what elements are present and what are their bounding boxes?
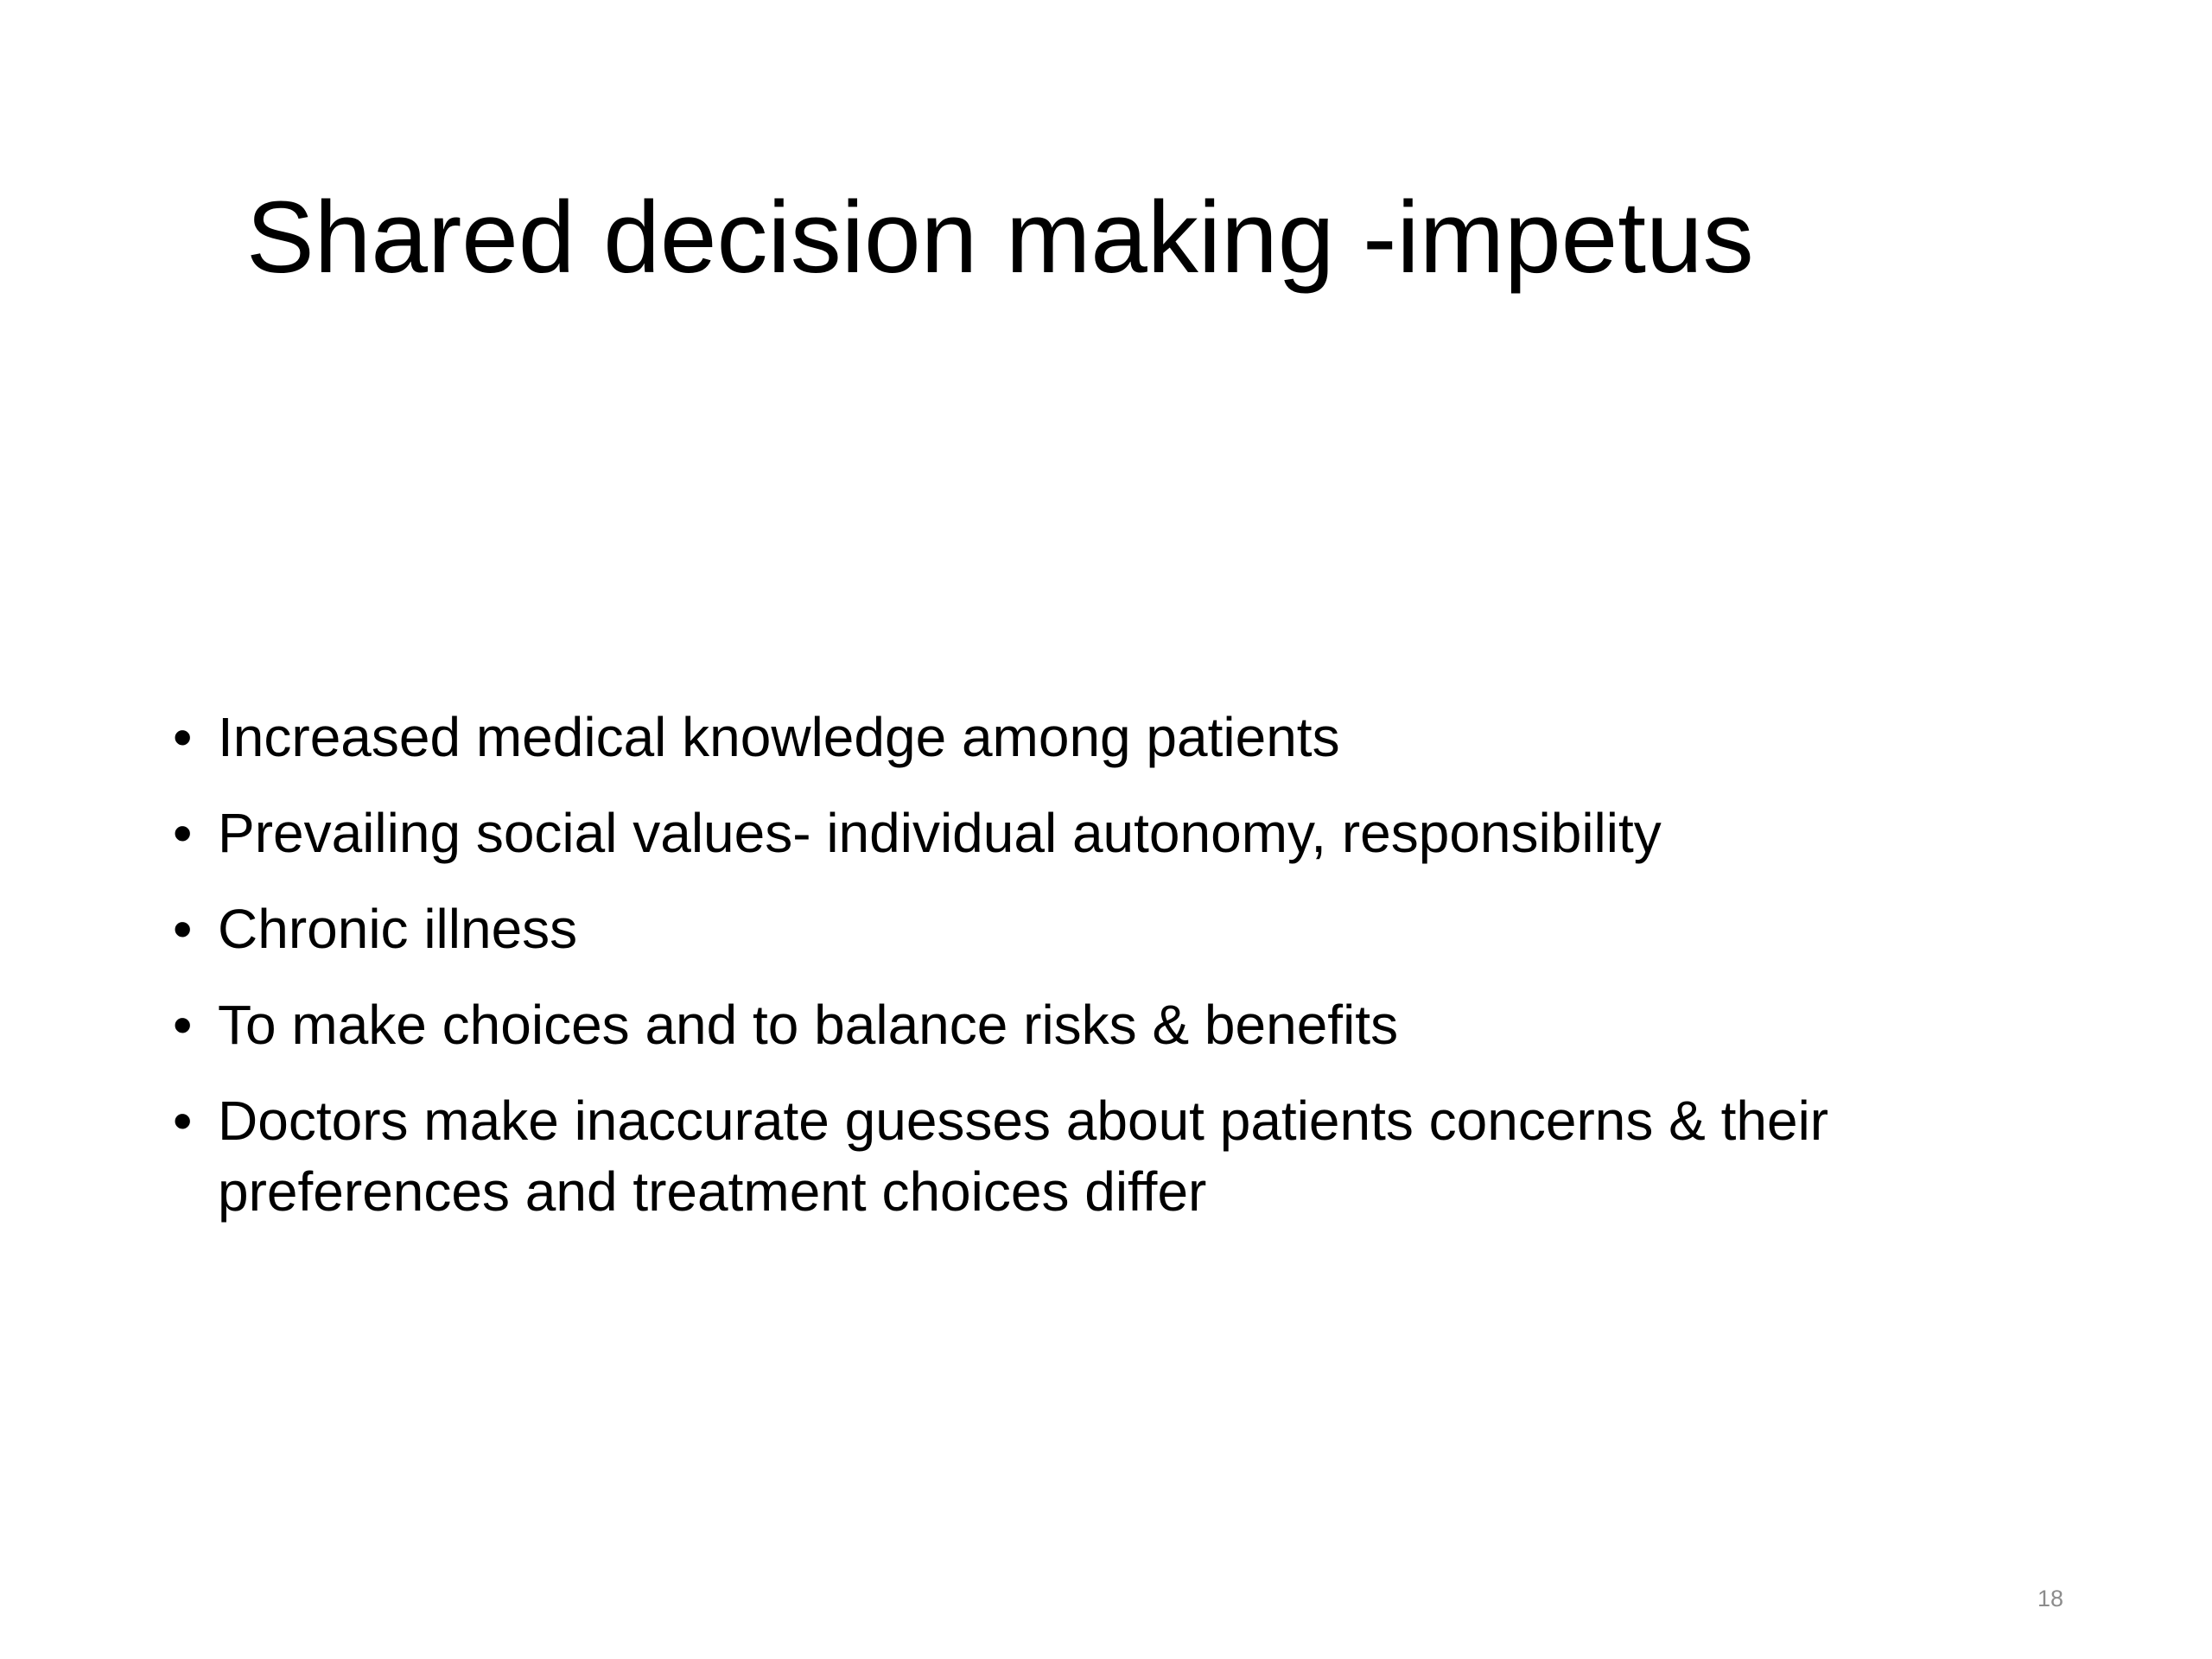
slide-title: Shared decision making -impetus [246,181,1754,295]
bullet-text: Increased medical knowledge among patients [218,706,1340,768]
bullet-text: Doctors make inaccurate guesses about patients concerns & their preferences and treatment choices differ [218,1090,1829,1223]
bullet-icon: • [173,802,193,864]
bullet-item [173,893,2031,964]
bullet-list [173,702,2031,1252]
bullet-icon: • [173,898,193,960]
bullet-text: To make choices and to balance risks & benefits [218,994,1399,1056]
bullet-item [173,1085,2031,1227]
bullet-item [173,989,2031,1060]
bullet-icon: • [173,994,193,1056]
slide-number: 18 [2037,1586,2063,1611]
bullet-text: Chronic illness [218,898,578,960]
bullet-item [173,798,2031,868]
bullet-icon: • [173,706,193,768]
bullet-item [173,702,2031,772]
bullet-icon: • [173,1090,193,1152]
bullet-text: Prevailing social values- individual autonomy, responsibility [218,802,1662,864]
